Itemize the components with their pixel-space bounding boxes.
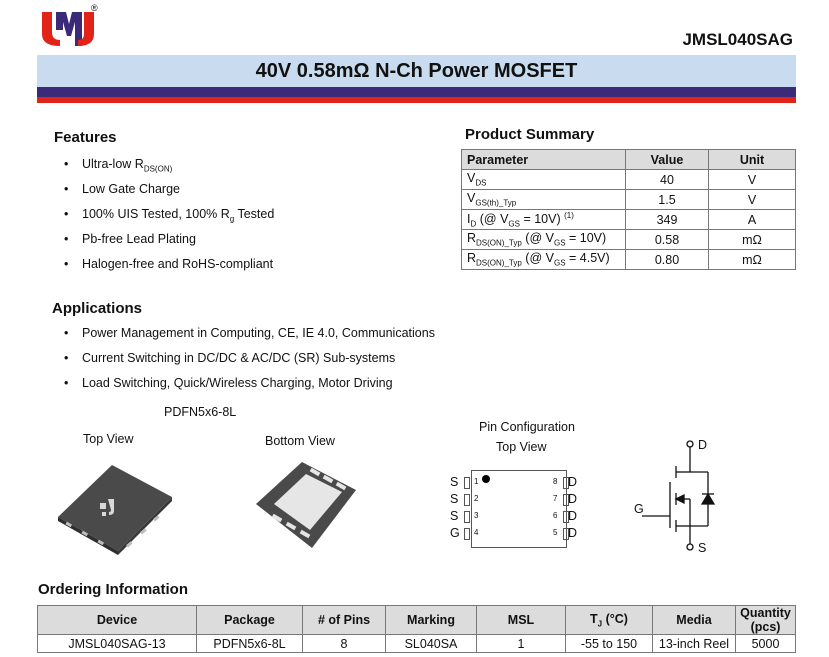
cell-msl: 1 — [477, 635, 566, 653]
col-parameter: Parameter — [462, 150, 626, 170]
pin-name: S — [450, 492, 459, 506]
table-row — [462, 170, 796, 190]
table-row — [462, 190, 796, 210]
feature-sub: g — [229, 214, 235, 224]
cell-quantity: 5000 — [736, 635, 796, 653]
bullet: • — [64, 351, 69, 365]
param-sub: D — [470, 219, 477, 229]
pin-name: D — [568, 492, 578, 506]
drain-label: D — [698, 438, 708, 452]
pin-name: S — [450, 509, 459, 523]
param-tail: (@ V — [521, 231, 554, 246]
bullet: • — [64, 376, 69, 390]
package-name: PDFN5x6-8L — [164, 405, 237, 419]
cell-parameter — [462, 230, 626, 250]
param-tail2: = 4.5V) — [565, 251, 610, 266]
pin-number: 3 — [474, 511, 479, 520]
bullet: • — [64, 232, 69, 246]
param-tail2: = 10V) — [565, 231, 607, 246]
pin-pad — [563, 511, 569, 523]
table-row — [38, 635, 796, 653]
applications-list — [54, 325, 435, 400]
pin-number: 2 — [474, 494, 479, 503]
param-sub: GS(th)_Typ — [475, 198, 517, 208]
pin-number: 1 — [474, 477, 479, 486]
bullet: • — [64, 326, 69, 340]
cell-parameter — [462, 190, 626, 210]
list-item — [54, 231, 274, 256]
cell-unit: V — [709, 170, 796, 190]
cell-parameter — [462, 170, 626, 190]
cell-device: JMSL040SAG-13 — [38, 635, 197, 653]
ordering-heading: Ordering Information — [38, 581, 188, 598]
list-item — [54, 156, 274, 181]
pin-name: D — [568, 526, 578, 540]
bottom-view-label: Bottom View — [265, 434, 335, 448]
param-sub: DS(ON)_Typ — [476, 238, 522, 248]
cell-value: 40 — [626, 170, 709, 190]
application-text: Current Switching in DC/DC & AC/DC (SR) Sub-systems — [82, 351, 396, 365]
features-list — [54, 156, 274, 281]
feature-text: Low Gate Charge — [82, 182, 180, 196]
pin-name: D — [568, 509, 578, 523]
pin-name: D — [568, 475, 578, 489]
pin-left-1 — [450, 492, 490, 508]
table-row — [462, 230, 796, 250]
applications-heading: Applications — [52, 300, 143, 317]
cell-value: 0.58 — [626, 230, 709, 250]
col-tj — [566, 606, 653, 635]
param-symbol: V — [467, 171, 476, 186]
registered-mark: ® — [91, 3, 98, 13]
feature-tail: Tested — [234, 207, 275, 221]
pin-left-2 — [450, 509, 490, 525]
bullet: • — [64, 207, 69, 221]
pin-number: 7 — [553, 494, 558, 503]
pin-pad — [563, 477, 569, 489]
feature-text: 100% UIS Tested, 100% R — [82, 207, 230, 221]
list-item — [54, 256, 274, 281]
ordering-table — [37, 605, 796, 653]
cell-value: 349 — [626, 210, 709, 230]
source-label: S — [698, 541, 707, 555]
cell-parameter — [462, 210, 626, 230]
cell-package: PDFN5x6-8L — [197, 635, 303, 653]
pin-right-0 — [553, 475, 593, 491]
pin-pad — [464, 528, 470, 540]
feature-sub: DS(ON) — [143, 164, 173, 174]
application-text: Power Management in Computing, CE, IE 4.0, Communications — [82, 326, 435, 340]
top-view-label: Top View — [83, 432, 134, 446]
col-unit: Unit — [709, 150, 796, 170]
param-note: (1) — [564, 210, 574, 220]
table-row — [462, 210, 796, 230]
cell-value: 0.80 — [626, 250, 709, 270]
tj-sub: J — [597, 619, 603, 629]
cell-parameter — [462, 250, 626, 270]
pin-right-1 — [553, 492, 593, 508]
col-value: Value — [626, 150, 709, 170]
param-sub: DS(ON)_Typ — [476, 258, 522, 268]
cell-marking: SL040SA — [386, 635, 477, 653]
pin-left-3 — [450, 526, 490, 542]
part-number: JMSL040SAG — [682, 30, 793, 49]
bullet: • — [64, 257, 69, 271]
summary-heading: Product Summary — [465, 126, 595, 143]
list-item — [54, 375, 435, 400]
bullet: • — [64, 182, 69, 196]
param-tail: (@ V — [476, 211, 509, 226]
cell-unit: V — [709, 190, 796, 210]
feature-text: Pb-free Lead Plating — [82, 232, 196, 246]
page-title: 40V 0.58mΩ N-Ch Power MOSFET — [37, 55, 796, 87]
pin-number: 8 — [553, 477, 558, 486]
col-quantity: Quantity (pcs) — [736, 606, 796, 635]
pin-right-3 — [553, 526, 593, 542]
param-sub: DS — [475, 178, 487, 188]
pin-pad — [563, 528, 569, 540]
package-bottom-view-image — [254, 460, 358, 557]
stripe-red — [37, 97, 796, 103]
pin-number: 6 — [553, 511, 558, 520]
bullet: • — [64, 157, 69, 171]
pin-pad — [464, 477, 470, 489]
product-summary-table — [461, 149, 796, 270]
pin-name: G — [450, 526, 460, 540]
list-item — [54, 181, 274, 206]
gate-label: G — [634, 502, 644, 516]
company-logo — [40, 3, 98, 48]
param-sub2: GS — [553, 258, 566, 268]
param-sub2: GS — [553, 238, 566, 248]
col-msl: MSL — [477, 606, 566, 635]
param-tail2: = 10V) — [519, 211, 565, 226]
param-tail: (@ V — [521, 251, 554, 266]
col-media: Media — [653, 606, 736, 635]
col-pins: # of Pins — [303, 606, 386, 635]
pin-left-0 — [450, 475, 490, 491]
pin-config-view: Top View — [496, 440, 547, 454]
param-symbol: I — [467, 211, 471, 226]
param-sub2: GS — [508, 219, 520, 229]
application-text: Load Switching, Quick/Wireless Charging, Motor Driving — [82, 376, 393, 390]
param-symbol: R — [467, 251, 477, 266]
col-device: Device — [38, 606, 197, 635]
mosfet-symbol — [632, 440, 722, 563]
pin-number: 4 — [474, 528, 479, 537]
tj-tail: (°C) — [602, 611, 628, 626]
cell-unit: mΩ — [709, 230, 796, 250]
pin-right-2 — [553, 509, 593, 525]
list-item — [54, 350, 435, 375]
feature-text: Ultra-low R — [82, 157, 144, 171]
col-package: Package — [197, 606, 303, 635]
pin-name: S — [450, 475, 459, 489]
cell-media: 13-inch Reel — [653, 635, 736, 653]
list-item — [54, 206, 274, 231]
features-heading: Features — [54, 129, 117, 146]
cell-unit: A — [709, 210, 796, 230]
pin-number: 5 — [553, 528, 558, 537]
tj-label: T — [590, 611, 598, 626]
package-top-view-image — [56, 455, 174, 560]
stripe-dark — [37, 87, 796, 97]
feature-text: Halogen-free and RoHS-compliant — [82, 257, 274, 271]
param-symbol: R — [467, 231, 477, 246]
list-item — [54, 325, 435, 350]
cell-unit: mΩ — [709, 250, 796, 270]
pin-config-title: Pin Configuration — [479, 420, 575, 434]
col-marking: Marking — [386, 606, 477, 635]
cell-value: 1.5 — [626, 190, 709, 210]
pin-pad — [464, 494, 470, 506]
cell-tj: -55 to 150 — [566, 635, 653, 653]
param-symbol: V — [467, 191, 476, 206]
pin-pad — [464, 511, 470, 523]
table-row — [462, 250, 796, 270]
pin-pad — [563, 494, 569, 506]
cell-pins: 8 — [303, 635, 386, 653]
